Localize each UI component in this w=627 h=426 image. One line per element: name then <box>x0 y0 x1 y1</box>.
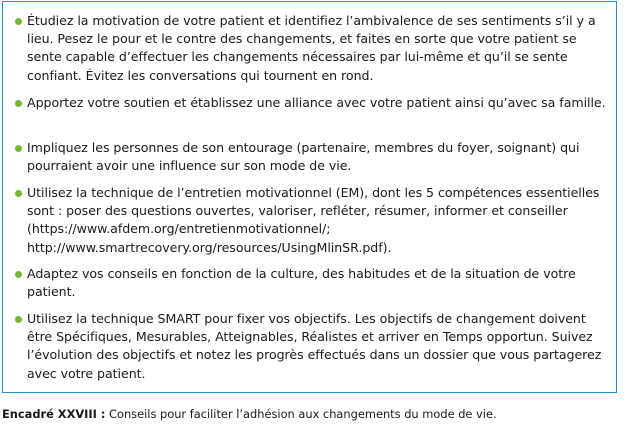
bullet-icon <box>15 100 22 107</box>
advice-box <box>2 1 617 393</box>
list-item-text: Utilisez la technique de l’entretien motivationnel (EM), dont les 5 compétences essentielles sont : poser des questions ouvertes, valoriser, refléter, résumer, informer et conseiller (https://www.afdem.org/entretienmotivationnel/; http://www.smartrecovery.org/resources/UsingMlinSR.pdf). <box>27 185 600 255</box>
list-item-text: Étudiez la motivation de votre patient et identifiez l’ambivalence de ses sentiments s’il y a lieu. Pesez le pour et le contre des changements, et faites en sorte que votre patient se sente capable d’effectuer les changements nécessaires par lui-même et qu’il se sente confiant. Évitez les conversations qui tournent en rond. <box>27 13 596 83</box>
list-item-text: Apportez votre soutien et établissez une alliance avec votre patient ainsi qu’avec sa famille. <box>27 95 606 110</box>
list-item <box>15 265 608 301</box>
list-item <box>15 310 608 383</box>
caption-label: Encadré XXVIII : <box>2 407 106 421</box>
bullet-icon <box>15 271 22 278</box>
list-item-text: Impliquez les personnes de son entourage (partenaire, membres du foyer, soignant) qui pourraient avoir une influence sur son mode de vie. <box>27 140 580 174</box>
list-item <box>15 12 608 85</box>
list-item <box>15 94 608 112</box>
list-item <box>15 139 608 175</box>
bullet-icon <box>15 145 22 152</box>
caption-text: Conseils pour faciliter l’adhésion aux changements du mode de vie. <box>105 407 497 421</box>
list-item-text: Utilisez la technique SMART pour fixer vos objectifs. Les objectifs de changement doivent être Spécifiques, Mesurables, Atteignables, Réalistes et arriver en Temps opportun. Suivez l’évolution des objectifs et notez les progrès effectués dans un dossier que vous partagerez avec votre patient. <box>27 311 602 381</box>
list-item-text: Adaptez vos conseils en fonction de la culture, des habitudes et de la situation de votre patient. <box>27 266 576 300</box>
bullet-icon <box>15 190 22 197</box>
list-item <box>15 184 608 257</box>
bullet-icon <box>15 18 22 25</box>
box-caption <box>2 407 497 421</box>
bullet-icon <box>15 316 22 323</box>
